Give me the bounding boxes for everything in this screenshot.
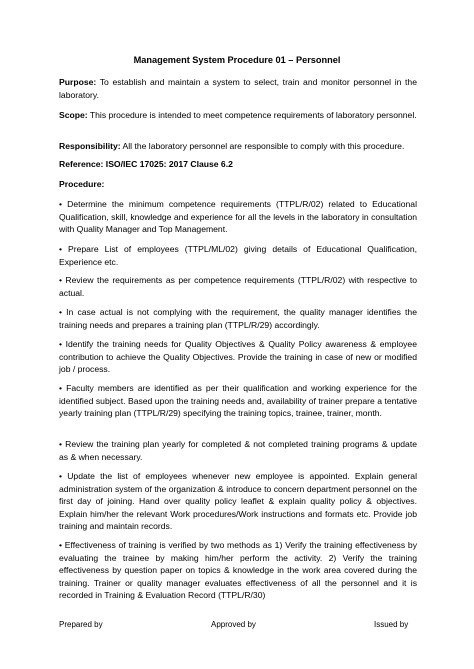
procedure-heading: Procedure: bbox=[59, 179, 105, 189]
purpose-label: Purpose: bbox=[59, 77, 97, 87]
approved-by-label: Approved by bbox=[211, 620, 256, 629]
responsibility-text: All the laboratory personnel are responsible to comply with this procedure. bbox=[120, 141, 405, 151]
procedure-step: • Determine the minimum competence requirements (TTPL/R/02) related to Educational Qualification, skill, knowledge and experience for all the levels in the laboratory in consultation with Quality Manager and Top Management. bbox=[59, 199, 417, 235]
page-title: Management System Procedure 01 – Personnel bbox=[133, 55, 341, 65]
reference-line: Reference: ISO/IEC 17025: 2017 Clause 6.2 bbox=[59, 159, 233, 169]
procedure-step: • Identify the training needs for Quality Objectives & Quality Policy awareness & employee contribution to achieve the Quality Objectives. Provide the training in case of new or modified job / process. bbox=[59, 339, 417, 375]
scope-paragraph bbox=[59, 109, 417, 122]
procedure-step: • Effectiveness of training is verified by two methods as 1) Verify the training effectiveness by evaluating the trainee by making him/her perform the activity. 2) Verify the training effectiveness by question paper on topics & knowledge in the work area covered during the training. Trainer or quality manager evaluates effectiveness of all the personnel and it is recorded in Training & Evaluation Record (TTPL/R/30) bbox=[59, 540, 417, 601]
purpose-text: To establish and maintain a system to select, train and monitor personnel in the laboratory. bbox=[59, 77, 417, 100]
procedure-step: • Update the list of employees whenever new employee is appointed. Explain general administration system of the organization & introduce to concern department personnel on the first day of joining. Hand over quality policy leaflet & explain quality policy & objectives. Explain him/her the relevant Work procedures/Work instructions and formats etc. Provide job training and maintain records. bbox=[59, 471, 417, 532]
scope-label: Scope: bbox=[59, 110, 88, 120]
responsibility-label: Responsibility: bbox=[59, 141, 121, 151]
procedure-step: • In case actual is not complying with the requirement, the quality manager identifies the training needs and prepares a training plan (TTPL/R/29) accordingly. bbox=[59, 307, 417, 330]
procedure-step: • Prepare List of employees (TTPL/ML/02) giving details of Educational Qualification, Experience etc. bbox=[59, 244, 417, 267]
issued-by-label: Issued by bbox=[374, 620, 409, 629]
purpose-paragraph bbox=[59, 76, 417, 101]
scope-text: This procedure is intended to meet competence requirements of laboratory personnel. bbox=[87, 110, 417, 120]
procedure-step: • Faculty members are identified as per their qualification and working experience for the identified subject. Based upon the training needs and, availability of trainer prepare a tentative yearly training plan (TTPL/R/29) specifying the training topics, trainee, trainer, month. bbox=[59, 383, 417, 419]
prepared-by-label: Prepared by bbox=[59, 620, 103, 629]
procedure-step: • Review the requirements as per competence requirements (TTPL/R/02) with respective to actual. bbox=[59, 275, 417, 298]
responsibility-paragraph bbox=[59, 140, 417, 153]
procedure-step: • Review the training plan yearly for completed & not completed training programs & update as & when necessary. bbox=[59, 439, 417, 462]
